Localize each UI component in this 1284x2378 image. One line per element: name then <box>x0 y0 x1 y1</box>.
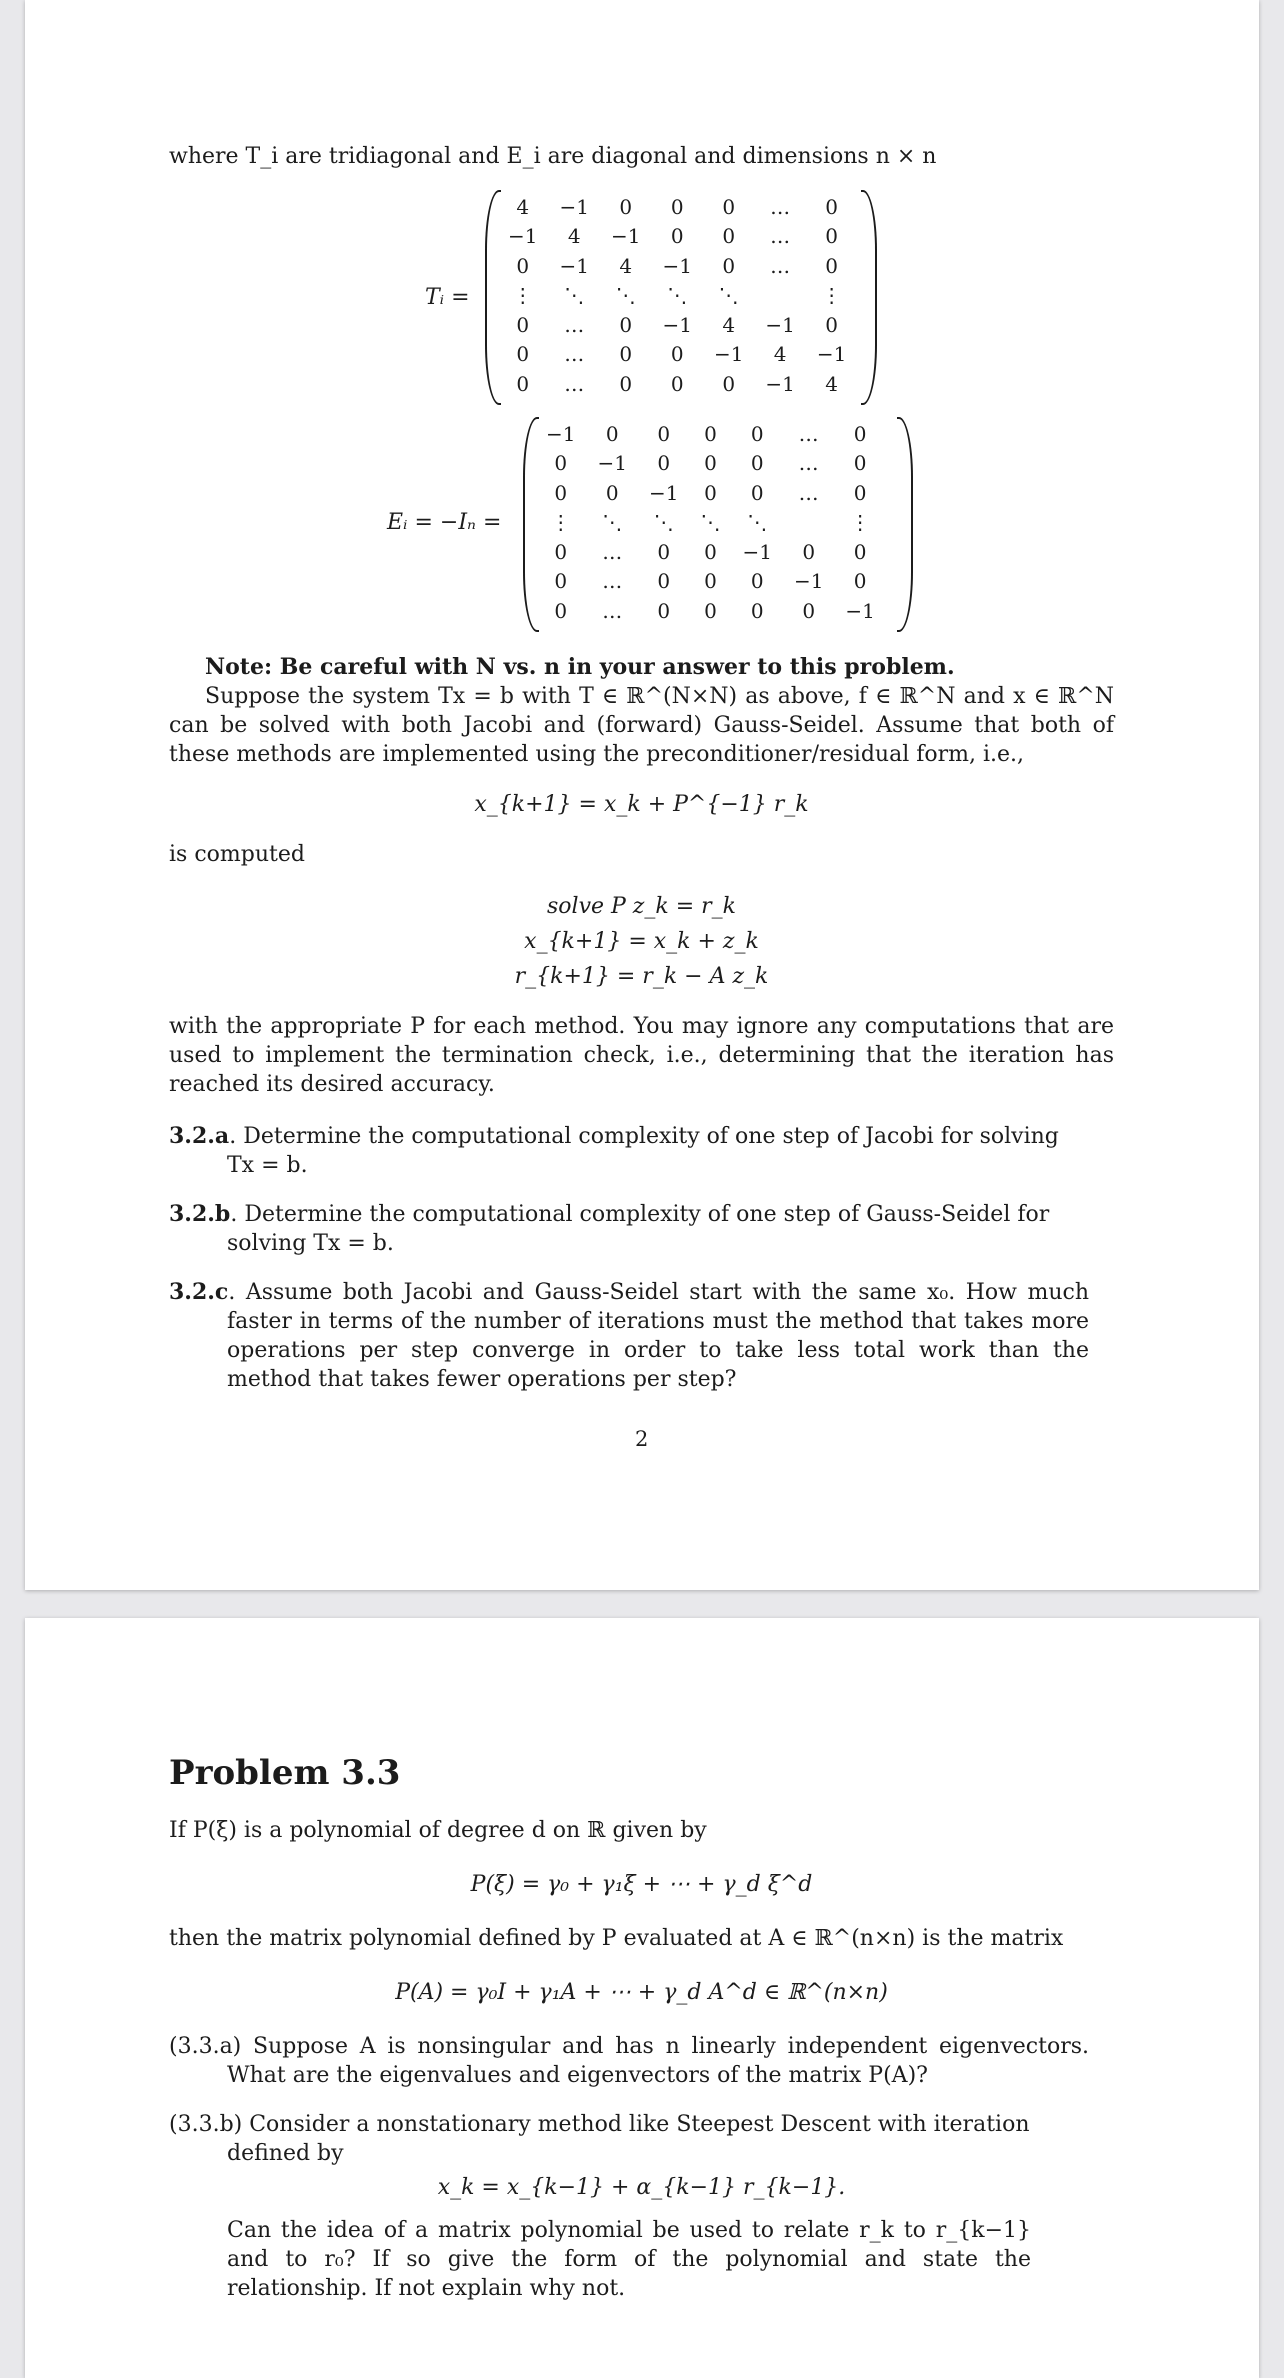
ti-matrix-cell: 4 <box>516 194 530 219</box>
ei-matrix-cell: 0 <box>853 451 867 476</box>
right-paren <box>897 417 913 632</box>
ei-matrix-cell: 0 <box>554 598 568 623</box>
ei-matrix-cell: 0 <box>605 421 619 446</box>
ei-matrix-cell: 0 <box>554 451 568 476</box>
ti-matrix-cell: −1 <box>559 194 589 219</box>
ei-matrix-cell: ⋱ <box>700 510 721 535</box>
ti-matrix-cell: ⋮ <box>512 283 533 308</box>
ti-matrix-cell: 4 <box>619 253 633 278</box>
ti-matrix-cell: 0 <box>670 371 684 396</box>
polynomial-equation: P(ξ) = γ₀ + γ₁ξ + ⋯ + γ_d ξ^d <box>470 1872 813 1897</box>
ti-matrix-row <box>497 369 857 399</box>
ti-matrix-cell: −1 <box>713 342 744 367</box>
ei-matrix-cell: −1 <box>648 480 679 505</box>
ei-matrix-table <box>535 419 886 626</box>
ei-matrix-cell: −1 <box>793 569 824 594</box>
ei-matrix-cell <box>783 508 834 538</box>
ei-matrix-cell: 0 <box>853 480 867 505</box>
ti-matrix-cell: 0 <box>619 342 633 367</box>
ei-matrix-cell: ⋱ <box>653 510 674 535</box>
ti-matrix-cell: ⋱ <box>615 283 636 308</box>
ti-label: Tᵢ = <box>425 285 470 310</box>
ei-matrix-cell: −1 <box>597 451 627 476</box>
ti-matrix-cell: 0 <box>825 224 839 249</box>
ei-matrix <box>523 417 913 632</box>
question-3-3-b-followup: Can the idea of a matrix polynomial be used to relate r_k to r_{k−1} and to r₀? If so give the form of the polynomial and state the relationship. If not explain why not. <box>227 2218 1031 2301</box>
equation-1: x_{k+1} = x_k + P^{−1} r_k <box>474 792 809 817</box>
ei-matrix-cell: 0 <box>704 421 717 446</box>
ei-matrix-cell: 0 <box>657 598 671 623</box>
ei-matrix-cell: 0 <box>657 539 671 564</box>
ei-matrix-row <box>535 596 886 626</box>
ti-matrix-row <box>497 281 857 311</box>
ei-matrix-cell: 0 <box>704 569 717 594</box>
ei-matrix-cell: 0 <box>802 598 816 623</box>
ti-matrix-cell: … <box>564 342 585 367</box>
question-text: . Assume both Jacobi and Gauss-Seidel start with the same x₀. How much faster in terms of the number of iterations must the method that takes more operations per step converge in order to take less total work than the method that takes fewer operations per step? <box>227 1280 1089 1392</box>
equation-2a: solve P z_k = r_k <box>547 894 736 919</box>
ti-matrix-row <box>497 251 857 281</box>
ei-matrix-row <box>535 449 886 479</box>
ei-matrix-cell: 0 <box>704 539 717 564</box>
ti-matrix-cell: 0 <box>722 224 736 249</box>
question-text: . Determine the computational complexity of one step of Gauss-Seidel for solving Tx = b. <box>227 1202 1050 1256</box>
ei-matrix-row <box>535 419 886 449</box>
ei-matrix-cell: 0 <box>853 421 867 446</box>
page-number: 2 <box>635 1427 649 1451</box>
question-3-3-b: (3.3.b) Consider a nonstationary method like Steepest Descent with iteration defined by <box>169 2112 1030 2166</box>
ei-matrix-cell: 0 <box>657 451 671 476</box>
right-paren <box>861 190 877 405</box>
ei-matrix-cell: −1 <box>546 421 576 446</box>
question-label: 3.2.b <box>169 1201 231 1227</box>
ti-matrix-cell: 0 <box>516 253 530 278</box>
ti-matrix-cell: 4 <box>567 224 581 249</box>
ti-matrix-cell: 0 <box>670 194 684 219</box>
ti-matrix-row <box>497 192 857 222</box>
ei-matrix-cell: 0 <box>704 451 717 476</box>
ti-matrix-cell: ⋱ <box>564 283 585 308</box>
problem-title: Problem 3.3 <box>169 1753 401 1793</box>
ei-matrix-row <box>535 537 886 567</box>
ti-matrix-cell <box>754 281 805 311</box>
ei-matrix-row <box>535 478 886 508</box>
ti-matrix-cell: −1 <box>662 253 692 278</box>
ei-matrix-cell: … <box>602 598 623 623</box>
ei-matrix-cell: … <box>798 421 819 446</box>
ei-matrix-cell: 0 <box>750 451 764 476</box>
ti-matrix-cell: 0 <box>825 253 839 278</box>
question-3-2-c <box>169 1278 1089 1394</box>
ei-matrix-cell: 0 <box>853 569 867 594</box>
question-3-2-a <box>169 1122 1089 1180</box>
ti-matrix-cell: 4 <box>825 371 839 396</box>
problem-intro: If P(ξ) is a polynomial of degree d on ℝ given by <box>169 1818 707 1843</box>
ti-matrix <box>485 190 877 405</box>
ei-matrix-row <box>535 508 886 538</box>
ei-matrix-cell: … <box>602 569 623 594</box>
ei-matrix-cell: … <box>798 480 819 505</box>
ei-matrix-cell: 0 <box>750 421 764 446</box>
matrix-polynomial-equation: P(A) = γ₀I + γ₁A + ⋯ + γ_d A^d ∈ ℝ^(n×n) <box>395 1980 888 2005</box>
ei-matrix-cell: −1 <box>742 539 772 564</box>
ti-matrix-cell: 0 <box>825 312 839 337</box>
ti-matrix-cell: 0 <box>619 312 633 337</box>
ei-matrix-cell: 0 <box>554 480 568 505</box>
ei-matrix-cell: 0 <box>750 598 764 623</box>
note-text: Note: Be careful with N vs. n in your answer to this problem. <box>205 654 955 680</box>
ti-matrix-cell: −1 <box>559 253 589 278</box>
ti-matrix-cell: 0 <box>722 194 736 219</box>
ei-matrix-cell: 0 <box>750 569 764 594</box>
ti-matrix-cell: … <box>770 253 791 278</box>
ti-matrix-cell: … <box>770 194 791 219</box>
ti-matrix-cell: −1 <box>508 224 538 249</box>
question-label: 3.2.c <box>169 1279 229 1305</box>
ti-matrix-cell: 0 <box>619 371 633 396</box>
ei-matrix-cell: ⋮ <box>550 510 571 535</box>
ti-matrix-cell: 0 <box>670 342 684 367</box>
ti-matrix-cell: … <box>564 371 585 396</box>
ei-matrix-cell: 0 <box>554 539 568 564</box>
ti-matrix-cell: 0 <box>670 224 684 249</box>
ti-matrix-cell: ⋱ <box>667 283 688 308</box>
ei-matrix-cell: 0 <box>657 569 671 594</box>
ei-matrix-cell: 0 <box>657 421 671 446</box>
ti-matrix-row <box>497 222 857 252</box>
ei-matrix-cell: 0 <box>750 480 764 505</box>
ei-matrix-cell: 0 <box>605 480 619 505</box>
ti-matrix-cell: 0 <box>619 194 633 219</box>
ti-matrix-cell: 4 <box>722 312 736 337</box>
ei-matrix-cell: 0 <box>802 539 816 564</box>
ti-matrix-table <box>497 192 857 399</box>
ti-matrix-cell: −1 <box>765 371 795 396</box>
ei-matrix-cell: … <box>602 539 623 564</box>
ti-matrix-cell: 0 <box>825 194 839 219</box>
question-3-2-b <box>169 1200 1089 1258</box>
ti-matrix-cell: −1 <box>610 224 641 249</box>
ti-matrix-cell: 0 <box>722 253 736 278</box>
ti-matrix-cell: 0 <box>722 371 736 396</box>
ti-matrix-cell: 0 <box>516 312 530 337</box>
ei-matrix-cell: ⋱ <box>602 510 623 535</box>
page-1 <box>25 0 1259 1590</box>
intro-text: where T_i are tridiagonal and E_i are diagonal and dimensions n × n <box>169 144 937 169</box>
ei-matrix-cell: −1 <box>845 598 875 623</box>
ei-matrix-cell: 0 <box>704 480 717 505</box>
ei-matrix-cell: … <box>798 451 819 476</box>
ei-matrix-row <box>535 567 886 597</box>
steepest-descent-equation: x_k = x_{k−1} + α_{k−1} r_{k−1}. <box>437 2175 846 2200</box>
ti-matrix-cell: −1 <box>816 342 847 367</box>
ti-matrix-cell: −1 <box>765 312 795 337</box>
page-2 <box>25 1618 1259 2378</box>
ti-matrix-cell: −1 <box>662 312 692 337</box>
ti-matrix-cell: 0 <box>516 371 530 396</box>
ti-matrix-cell: ⋱ <box>718 283 739 308</box>
paragraph-1: Suppose the system Tx = b with T ∈ ℝ^(N×N) as above, f ∈ ℝ^N and x ∈ ℝ^N can be solved with both Jacobi and (forward) Gauss-Seidel. Assume that both of these methods are implemented using the preconditioner/residual form, i.e., <box>169 684 1114 767</box>
equation-2b: x_{k+1} = x_k + z_k <box>524 929 759 954</box>
ei-matrix-cell: 0 <box>853 539 867 564</box>
ti-matrix-row <box>497 310 857 340</box>
left-paren <box>485 190 501 405</box>
equation-2c: r_{k+1} = r_k − A z_k <box>514 964 769 989</box>
ti-matrix-cell: … <box>770 224 791 249</box>
ei-matrix-cell: 0 <box>554 569 568 594</box>
paragraph-2: with the appropriate P for each method. You may ignore any computations that are used to implement the termination check, i.e., determining that the iteration has reached its desired accuracy. <box>169 1014 1114 1097</box>
matrix-polynomial-text: then the matrix polynomial defined by P evaluated at A ∈ ℝ^(n×n) is the matrix <box>169 1926 1064 1951</box>
ti-matrix-cell: ⋮ <box>821 283 842 308</box>
is-computed-text: is computed <box>169 842 305 867</box>
ti-matrix-row <box>497 340 857 370</box>
question-label: 3.2.a <box>169 1123 230 1149</box>
question-text: . Determine the computational complexity of one step of Jacobi for solving Tx = b. <box>227 1124 1059 1178</box>
ei-matrix-cell: ⋮ <box>850 510 871 535</box>
question-3-3-a: (3.3.a) Suppose A is nonsingular and has n linearly independent eigenvectors. What are the eigenvalues and eigenvectors of the matrix P(A)? <box>169 2034 1089 2088</box>
ei-matrix-cell: ⋱ <box>747 510 768 535</box>
ti-matrix-cell: 4 <box>773 342 787 367</box>
left-paren <box>523 417 539 632</box>
ei-matrix-cell: 0 <box>704 598 717 623</box>
ti-matrix-cell: 0 <box>516 342 530 367</box>
ei-label: Eᵢ = −Iₙ = <box>387 510 502 535</box>
ti-matrix-cell: … <box>564 312 585 337</box>
